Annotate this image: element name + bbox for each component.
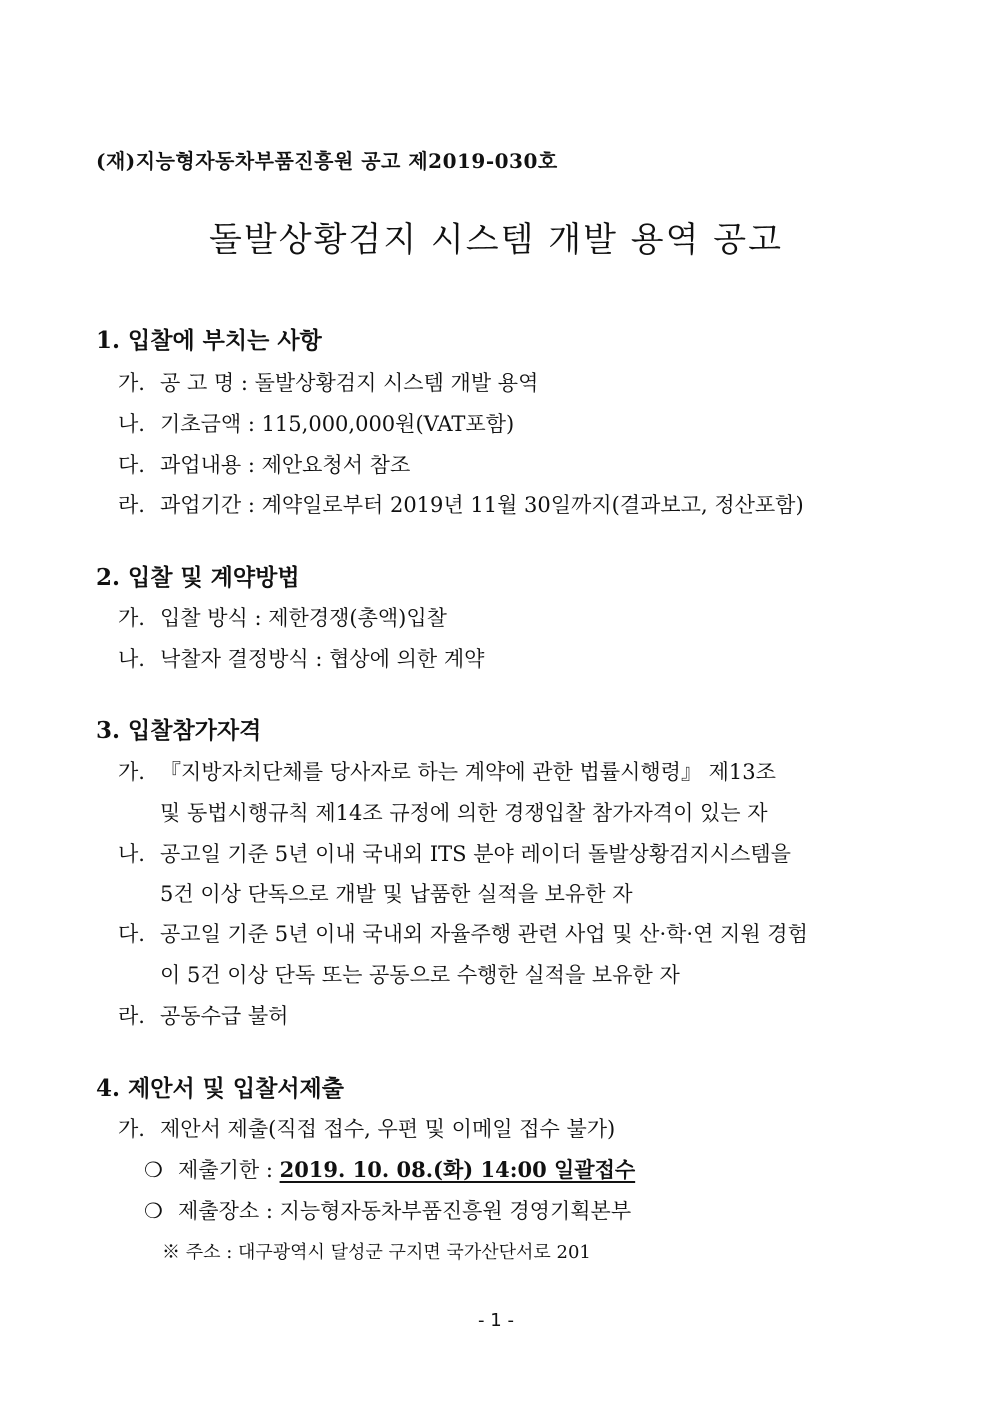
bullet-location <box>144 1195 631 1225</box>
item-text: 과업기간 : 계약일로부터 2019년 11월 30일까지(결과보고, 정산포함) <box>160 493 804 517</box>
item-text: 『지방자치단체를 당사자로 하는 계약에 관한 법률시행령』 제13조 <box>160 760 776 784</box>
item-text: 기초금액 : 115,000,000원(VAT포함) <box>160 412 515 436</box>
item-text: 과업내용 : 제안요청서 참조 <box>160 453 411 477</box>
section-heading: 1. 입찰에 부치는 사항 <box>96 327 322 354</box>
list-item <box>118 489 804 519</box>
item-text: 제안서 제출(직접 접수, 우편 및 이메일 접수 불가) <box>160 1117 616 1141</box>
list-item <box>118 1000 288 1030</box>
item-text: 공동수급 불허 <box>160 1004 289 1028</box>
item-text: 공고일 기준 5년 이내 국내외 ITS 분야 레이더 돌발상황검지시스템을 <box>160 842 791 866</box>
list-item <box>118 838 791 868</box>
circle-bullet-icon: ❍ <box>144 1158 163 1182</box>
page-title: 돌발상황검지 시스템 개발 용역 공고 <box>209 220 783 260</box>
list-item <box>118 449 410 479</box>
bullet-deadline <box>144 1154 635 1184</box>
bullet-label: 제출장소 : 지능형자동차부품진흥원 경영기획본부 <box>178 1199 632 1223</box>
list-item <box>118 918 808 948</box>
list-item <box>118 602 447 632</box>
list-item <box>118 643 484 673</box>
item-label: 가. <box>118 760 145 784</box>
list-item <box>118 408 514 438</box>
circle-bullet-icon: ❍ <box>144 1199 163 1223</box>
item-label: 나. <box>118 647 145 671</box>
bullet-label: 제출기한 : <box>178 1158 280 1182</box>
item-label: 나. <box>118 412 145 436</box>
section-heading: 4. 제안서 및 입찰서제출 <box>96 1075 344 1102</box>
notice-number: (재)지능형자동차부품진흥원 공고 제2019-030호 <box>96 149 558 173</box>
list-item <box>118 1113 615 1143</box>
item-label: 가. <box>118 606 145 630</box>
list-item <box>118 367 538 397</box>
address-note: ※ 주소 : 대구광역시 달성군 구지면 국가산단서로 201 <box>162 1242 591 1263</box>
list-item <box>118 756 776 786</box>
item-text: 공고일 기준 5년 이내 국내외 자율주행 관련 사업 및 산·학·연 지원 경험 <box>160 922 808 946</box>
item-label: 다. <box>118 453 145 477</box>
item-continuation: 및 동법시행규칙 제14조 규정에 의한 경쟁입찰 참가자격이 있는 자 <box>160 801 768 825</box>
section-heading: 3. 입찰참가자격 <box>96 717 262 744</box>
item-continuation: 5건 이상 단독으로 개발 및 납품한 실적을 보유한 자 <box>160 882 633 906</box>
item-label: 가. <box>118 1117 145 1141</box>
item-label: 라. <box>118 1004 145 1028</box>
item-label: 다. <box>118 922 145 946</box>
item-text: 낙찰자 결정방식 : 협상에 의한 계약 <box>160 647 485 671</box>
item-label: 라. <box>118 493 145 517</box>
item-text: 입찰 방식 : 제한경쟁(총액)입찰 <box>160 606 447 630</box>
item-label: 나. <box>118 842 145 866</box>
item-continuation: 이 5건 이상 단독 또는 공동으로 수행한 실적을 보유한 자 <box>160 963 680 987</box>
section-heading: 2. 입찰 및 계약방법 <box>96 564 300 591</box>
item-text: 공 고 명 : 돌발상황검지 시스템 개발 용역 <box>160 371 539 395</box>
page-number: - 1 - <box>478 1310 514 1331</box>
item-label: 가. <box>118 371 145 395</box>
deadline-value: 2019. 10. 08.(화) 14:00 일괄접수 <box>279 1157 636 1182</box>
